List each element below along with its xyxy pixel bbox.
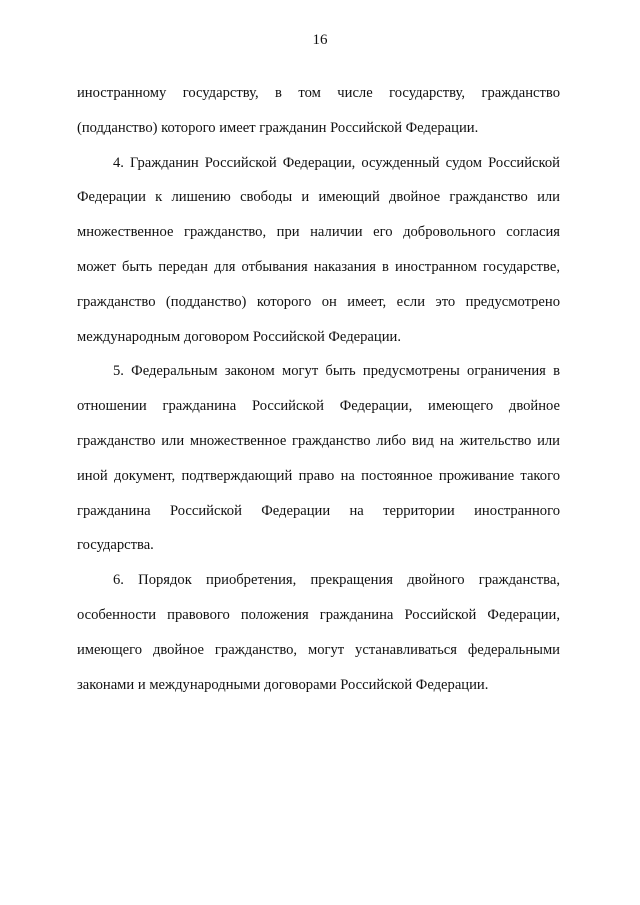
paragraph-item-5: 5. Федеральным законом могут быть предусмотрены ограничения в отношении гражданина Российской Федерации, имеющего двойное гражданство или множественное гражданство либо вид на жительство или иной документ, подтверждающий право на постоянное проживание такого гражданина Российской Федерации на территории иностранного государства. <box>77 363 560 554</box>
document-body <box>77 76 560 702</box>
page-number: 16 <box>312 32 328 48</box>
paragraph-item-6: 6. Порядок приобретения, прекращения двойного гражданства, особенности правового положения гражданина Российской Федерации, имеющего двойное гражданство, могут устанавливаться федеральными законами и международными договорами Российской Федерации. <box>77 572 560 693</box>
paragraph-continuation: иностранному государству, в том числе государству, гражданство (подданство) которого имеет гражданин Российской Федерации. <box>77 85 560 136</box>
paragraph-item-4: 4. Гражданин Российской Федерации, осужденный судом Российской Федерации к лишению свободы и имеющий двойное гражданство или множественное гражданство, при наличии его добровольного согласия может быть передан для отбывания наказания в иностранном государстве, гражданство (подданство) которого он имеет, если это предусмотрено международным договором Российской Федерации. <box>77 154 560 345</box>
